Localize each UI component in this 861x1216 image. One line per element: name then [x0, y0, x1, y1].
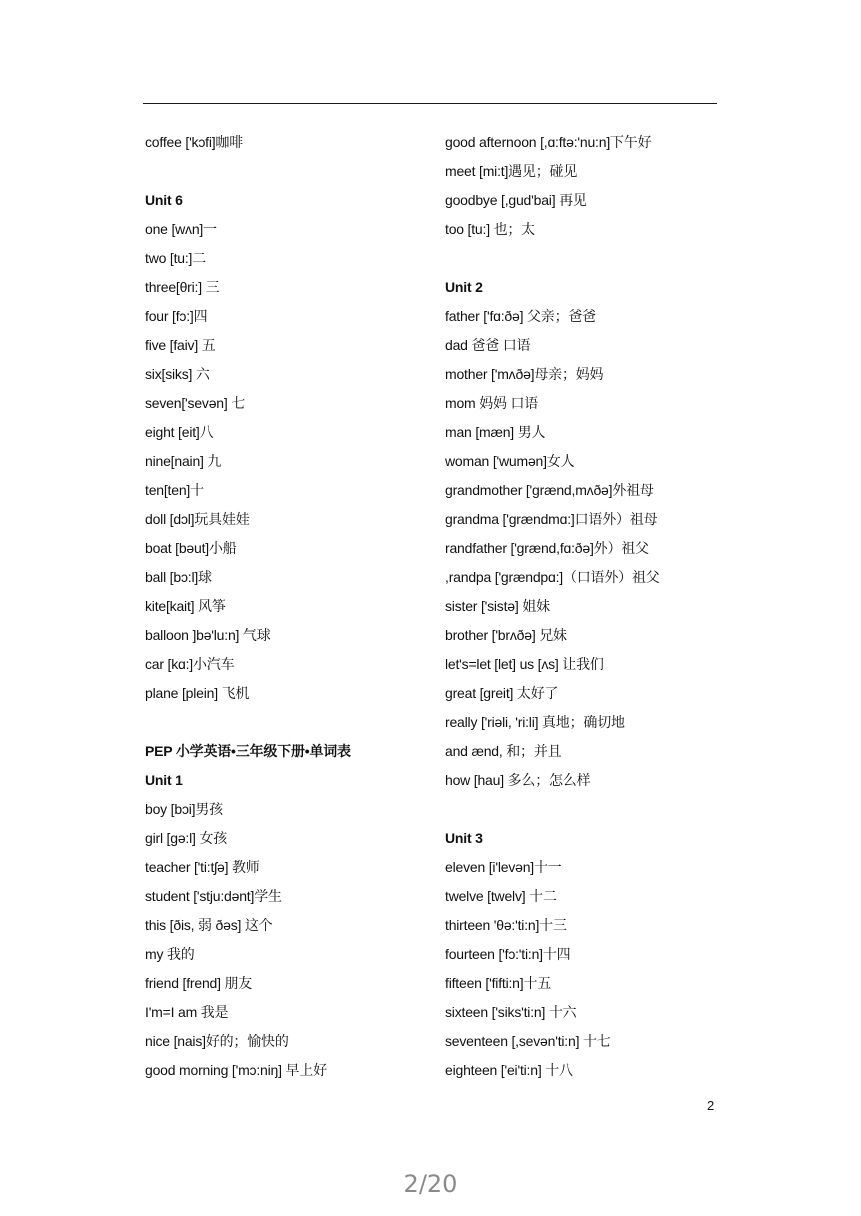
- vocab-entry: five [faiv] 五: [145, 337, 216, 353]
- vocab-entry: one [wʌn]一: [145, 221, 217, 237]
- vocab-entry: boy [bɔi]男孩: [145, 801, 223, 817]
- vocab-entry: father ['fɑ:ðə] 父亲；爸爸: [445, 308, 596, 324]
- vocab-entry: sixteen ['siks'ti:n] 十六: [445, 1004, 577, 1020]
- vocab-entry: and ænd, 和；并且: [445, 743, 562, 759]
- vocab-entry: great [greit] 太好了: [445, 685, 559, 701]
- vocab-entry: grandmother ['grænd,mʌðə]外祖母: [445, 482, 654, 498]
- vocab-entry: plane [plein] 飞机: [145, 685, 250, 701]
- vocab-entry: mother ['mʌðə]母亲；妈妈: [445, 366, 604, 382]
- vocab-entry: how [hau] 多么；怎么样: [445, 772, 591, 788]
- vocab-entry: fourteen ['fɔ:'ti:n]十四: [445, 946, 571, 962]
- vocab-entry: ,randpa ['grændpɑ:]（口语外）祖父: [445, 569, 660, 585]
- page-indicator: 2/20: [403, 1170, 458, 1198]
- section-heading: Unit 3: [445, 830, 483, 846]
- right-vocabulary-column: [445, 128, 745, 1085]
- vocab-entry: nine[nain] 九: [145, 453, 222, 469]
- section-heading: Unit 2: [445, 279, 483, 295]
- vocab-entry: doll [dɔl]玩具娃娃: [145, 511, 250, 527]
- blank-line: [445, 244, 745, 273]
- vocab-entry: girl [gə:l] 女孩: [145, 830, 227, 846]
- vocab-entry: woman ['wumən]女人: [445, 453, 575, 469]
- vocab-entry: ball [bɔ:l]球: [145, 569, 212, 585]
- vocab-entry: thirteen 'θə:'ti:n]十三: [445, 917, 567, 933]
- vocab-entry: friend [frend] 朋友: [145, 975, 253, 991]
- vocab-entry: seventeen [,sevən'ti:n] 十七: [445, 1033, 611, 1049]
- vocab-entry: brother ['brʌðə] 兄妹: [445, 627, 567, 643]
- header-rule: [143, 103, 717, 104]
- vocab-entry: meet [mi:t]遇见；碰见: [445, 163, 578, 179]
- vocab-entry: student ['stju:dənt]学生: [145, 888, 282, 904]
- vocab-entry: coffee ['kɔfi]咖啡: [145, 134, 244, 150]
- blank-line: [145, 157, 445, 186]
- vocab-entry: seven['sevən] 七: [145, 395, 246, 411]
- vocab-entry: car [kɑ:]小汽车: [145, 656, 235, 672]
- vocab-entry: sister ['sistə] 姐妹: [445, 598, 550, 614]
- vocab-entry: good afternoon [,ɑ:ftə:'nu:n]下午好: [445, 134, 652, 150]
- blank-line: [145, 708, 445, 737]
- vocab-entry: really ['riəli, 'ri:li] 真地；确切地: [445, 714, 625, 730]
- vocab-entry: ten[ten]十: [145, 482, 204, 498]
- vocab-entry: my 我的: [145, 946, 195, 962]
- vocab-entry: twelve [twelv] 十二: [445, 888, 557, 904]
- vocab-entry: nice [nais]好的；愉快的: [145, 1033, 289, 1049]
- vocab-entry: kite[kait] 风筝: [145, 598, 226, 614]
- vocab-entry: dad 爸爸 口语: [445, 337, 531, 353]
- vocab-entry: three[θri:] 三: [145, 279, 220, 295]
- vocab-entry: balloon ]bə'lu:n] 气球: [145, 627, 271, 643]
- vocab-entry: teacher ['ti:tʃə] 教师: [145, 859, 260, 875]
- vocab-entry: grandma ['grændmɑ:]口语外）祖母: [445, 511, 658, 527]
- vocab-entry: let's=let [let] us [ʌs] 让我们: [445, 656, 604, 672]
- vocab-entry: randfather ['grænd,fɑ:ðə]外）祖父: [445, 540, 649, 556]
- vocab-entry: eleven [i'levən]十一: [445, 859, 562, 875]
- vocab-entry: boat [bəut]小船: [145, 540, 237, 556]
- section-heading: PEP 小学英语•三年级下册•单词表: [145, 743, 351, 759]
- left-vocabulary-column: [145, 128, 445, 1085]
- vocab-entry: I'm=I am 我是: [145, 1004, 229, 1020]
- vocab-entry: this [ðis, 弱 ðəs] 这个: [145, 917, 273, 933]
- vocab-entry: too [tu:] 也；太: [445, 221, 535, 237]
- vocab-entry: fifteen ['fifti:n]十五: [445, 975, 552, 991]
- vocab-entry: good morning ['mɔ:niŋ] 早上好: [145, 1062, 327, 1078]
- vocab-entry: four [fɔ:]四: [145, 308, 208, 324]
- vocab-entry: eighteen ['ei'ti:n] 十八: [445, 1062, 573, 1078]
- vocab-entry: six[siks] 六: [145, 366, 210, 382]
- vocab-entry: man [mæn] 男人: [445, 424, 546, 440]
- page-number: 2: [707, 1098, 715, 1113]
- section-heading: Unit 1: [145, 772, 183, 788]
- vocab-entry: eight [eit]八: [145, 424, 214, 440]
- vocab-entry: mom 妈妈 口语: [445, 395, 539, 411]
- vocab-entry: two [tu:]二: [145, 250, 207, 266]
- section-heading: Unit 6: [145, 192, 183, 208]
- vocab-entry: goodbye [,gud'bai] 再见: [445, 192, 587, 208]
- blank-line: [445, 795, 745, 824]
